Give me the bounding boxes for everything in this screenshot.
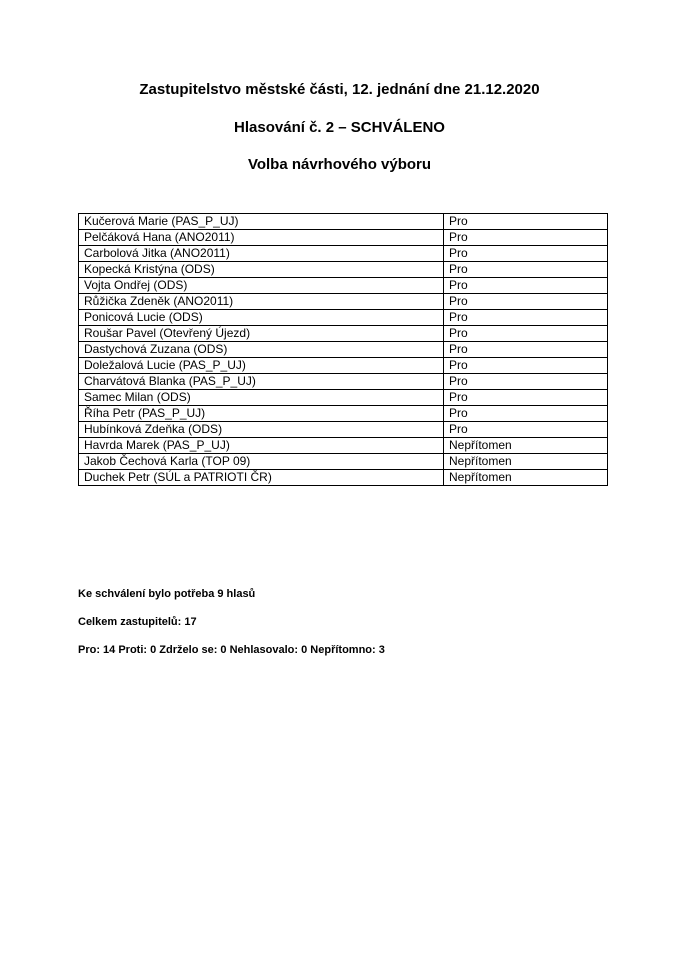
vote-value-cell: Nepřítomen — [444, 454, 608, 470]
summary-total-members: Celkem zastupitelů: 17 — [78, 616, 197, 628]
member-name-cell: Vojta Ondřej (ODS) — [79, 278, 444, 294]
member-name-cell: Jakob Čechová Karla (TOP 09) — [79, 454, 444, 470]
vote-result-heading: Hlasování č. 2 – SCHVÁLENO — [234, 119, 445, 136]
member-name-cell: Kučerová Marie (PAS_P_UJ) — [79, 214, 444, 230]
member-name-cell: Charvátová Blanka (PAS_P_UJ) — [79, 374, 444, 390]
vote-value-cell: Pro — [444, 230, 608, 246]
member-name-cell: Samec Milan (ODS) — [79, 390, 444, 406]
vote-value-cell: Nepřítomen — [444, 470, 608, 486]
votes-table — [78, 213, 608, 486]
member-name-cell: Pelčáková Hana (ANO2011) — [79, 230, 444, 246]
table-row — [79, 310, 608, 326]
member-name-cell: Růžička Zdeněk (ANO2011) — [79, 294, 444, 310]
votes-table-body — [79, 214, 608, 486]
member-name-cell: Říha Petr (PAS_P_UJ) — [79, 406, 444, 422]
vote-value-cell: Pro — [444, 374, 608, 390]
table-row — [79, 454, 608, 470]
summary-vote-breakdown: Pro: 14 Proti: 0 Zdrželo se: 0 Nehlasovalo: 0 Nepřítomno: 3 — [78, 644, 385, 656]
vote-value-cell: Pro — [444, 358, 608, 374]
vote-value-cell: Pro — [444, 326, 608, 342]
member-name-cell: Havrda Marek (PAS_P_UJ) — [79, 438, 444, 454]
table-row — [79, 278, 608, 294]
vote-value-cell: Pro — [444, 278, 608, 294]
member-name-cell: Dastychová Zuzana (ODS) — [79, 342, 444, 358]
vote-value-cell: Pro — [444, 406, 608, 422]
table-row — [79, 326, 608, 342]
table-row — [79, 246, 608, 262]
member-name-cell: Roušar Pavel (Otevřený Újezd) — [79, 326, 444, 342]
table-row — [79, 342, 608, 358]
table-row — [79, 358, 608, 374]
vote-value-cell: Pro — [444, 390, 608, 406]
vote-value-cell: Pro — [444, 422, 608, 438]
vote-subject-heading: Volba návrhového výboru — [247, 156, 432, 173]
vote-value-cell: Pro — [444, 342, 608, 358]
vote-value-cell: Pro — [444, 246, 608, 262]
table-row — [79, 230, 608, 246]
member-name-cell: Hubínková Zdeňka (ODS) — [79, 422, 444, 438]
member-name-cell: Kopecká Kristýna (ODS) — [79, 262, 444, 278]
table-row — [79, 214, 608, 230]
table-row — [79, 438, 608, 454]
table-row — [79, 470, 608, 486]
member-name-cell: Carbolová Jitka (ANO2011) — [79, 246, 444, 262]
table-row — [79, 422, 608, 438]
table-row — [79, 374, 608, 390]
vote-value-cell: Pro — [444, 214, 608, 230]
member-name-cell: Ponicová Lucie (ODS) — [79, 310, 444, 326]
summary-required-votes: Ke schválení bylo potřeba 9 hlasů — [78, 588, 256, 600]
member-name-cell: Duchek Petr (SÚL a PATRIOTI ČR) — [79, 470, 444, 486]
table-row — [79, 406, 608, 422]
table-row — [79, 262, 608, 278]
member-name-cell: Doležalová Lucie (PAS_P_UJ) — [79, 358, 444, 374]
vote-value-cell: Nepřítomen — [444, 438, 608, 454]
table-row — [79, 294, 608, 310]
vote-value-cell: Pro — [444, 294, 608, 310]
vote-value-cell: Pro — [444, 310, 608, 326]
page-title: Zastupitelstvo městské části, 12. jednání dne 21.12.2020 — [139, 81, 540, 98]
vote-value-cell: Pro — [444, 262, 608, 278]
table-row — [79, 390, 608, 406]
